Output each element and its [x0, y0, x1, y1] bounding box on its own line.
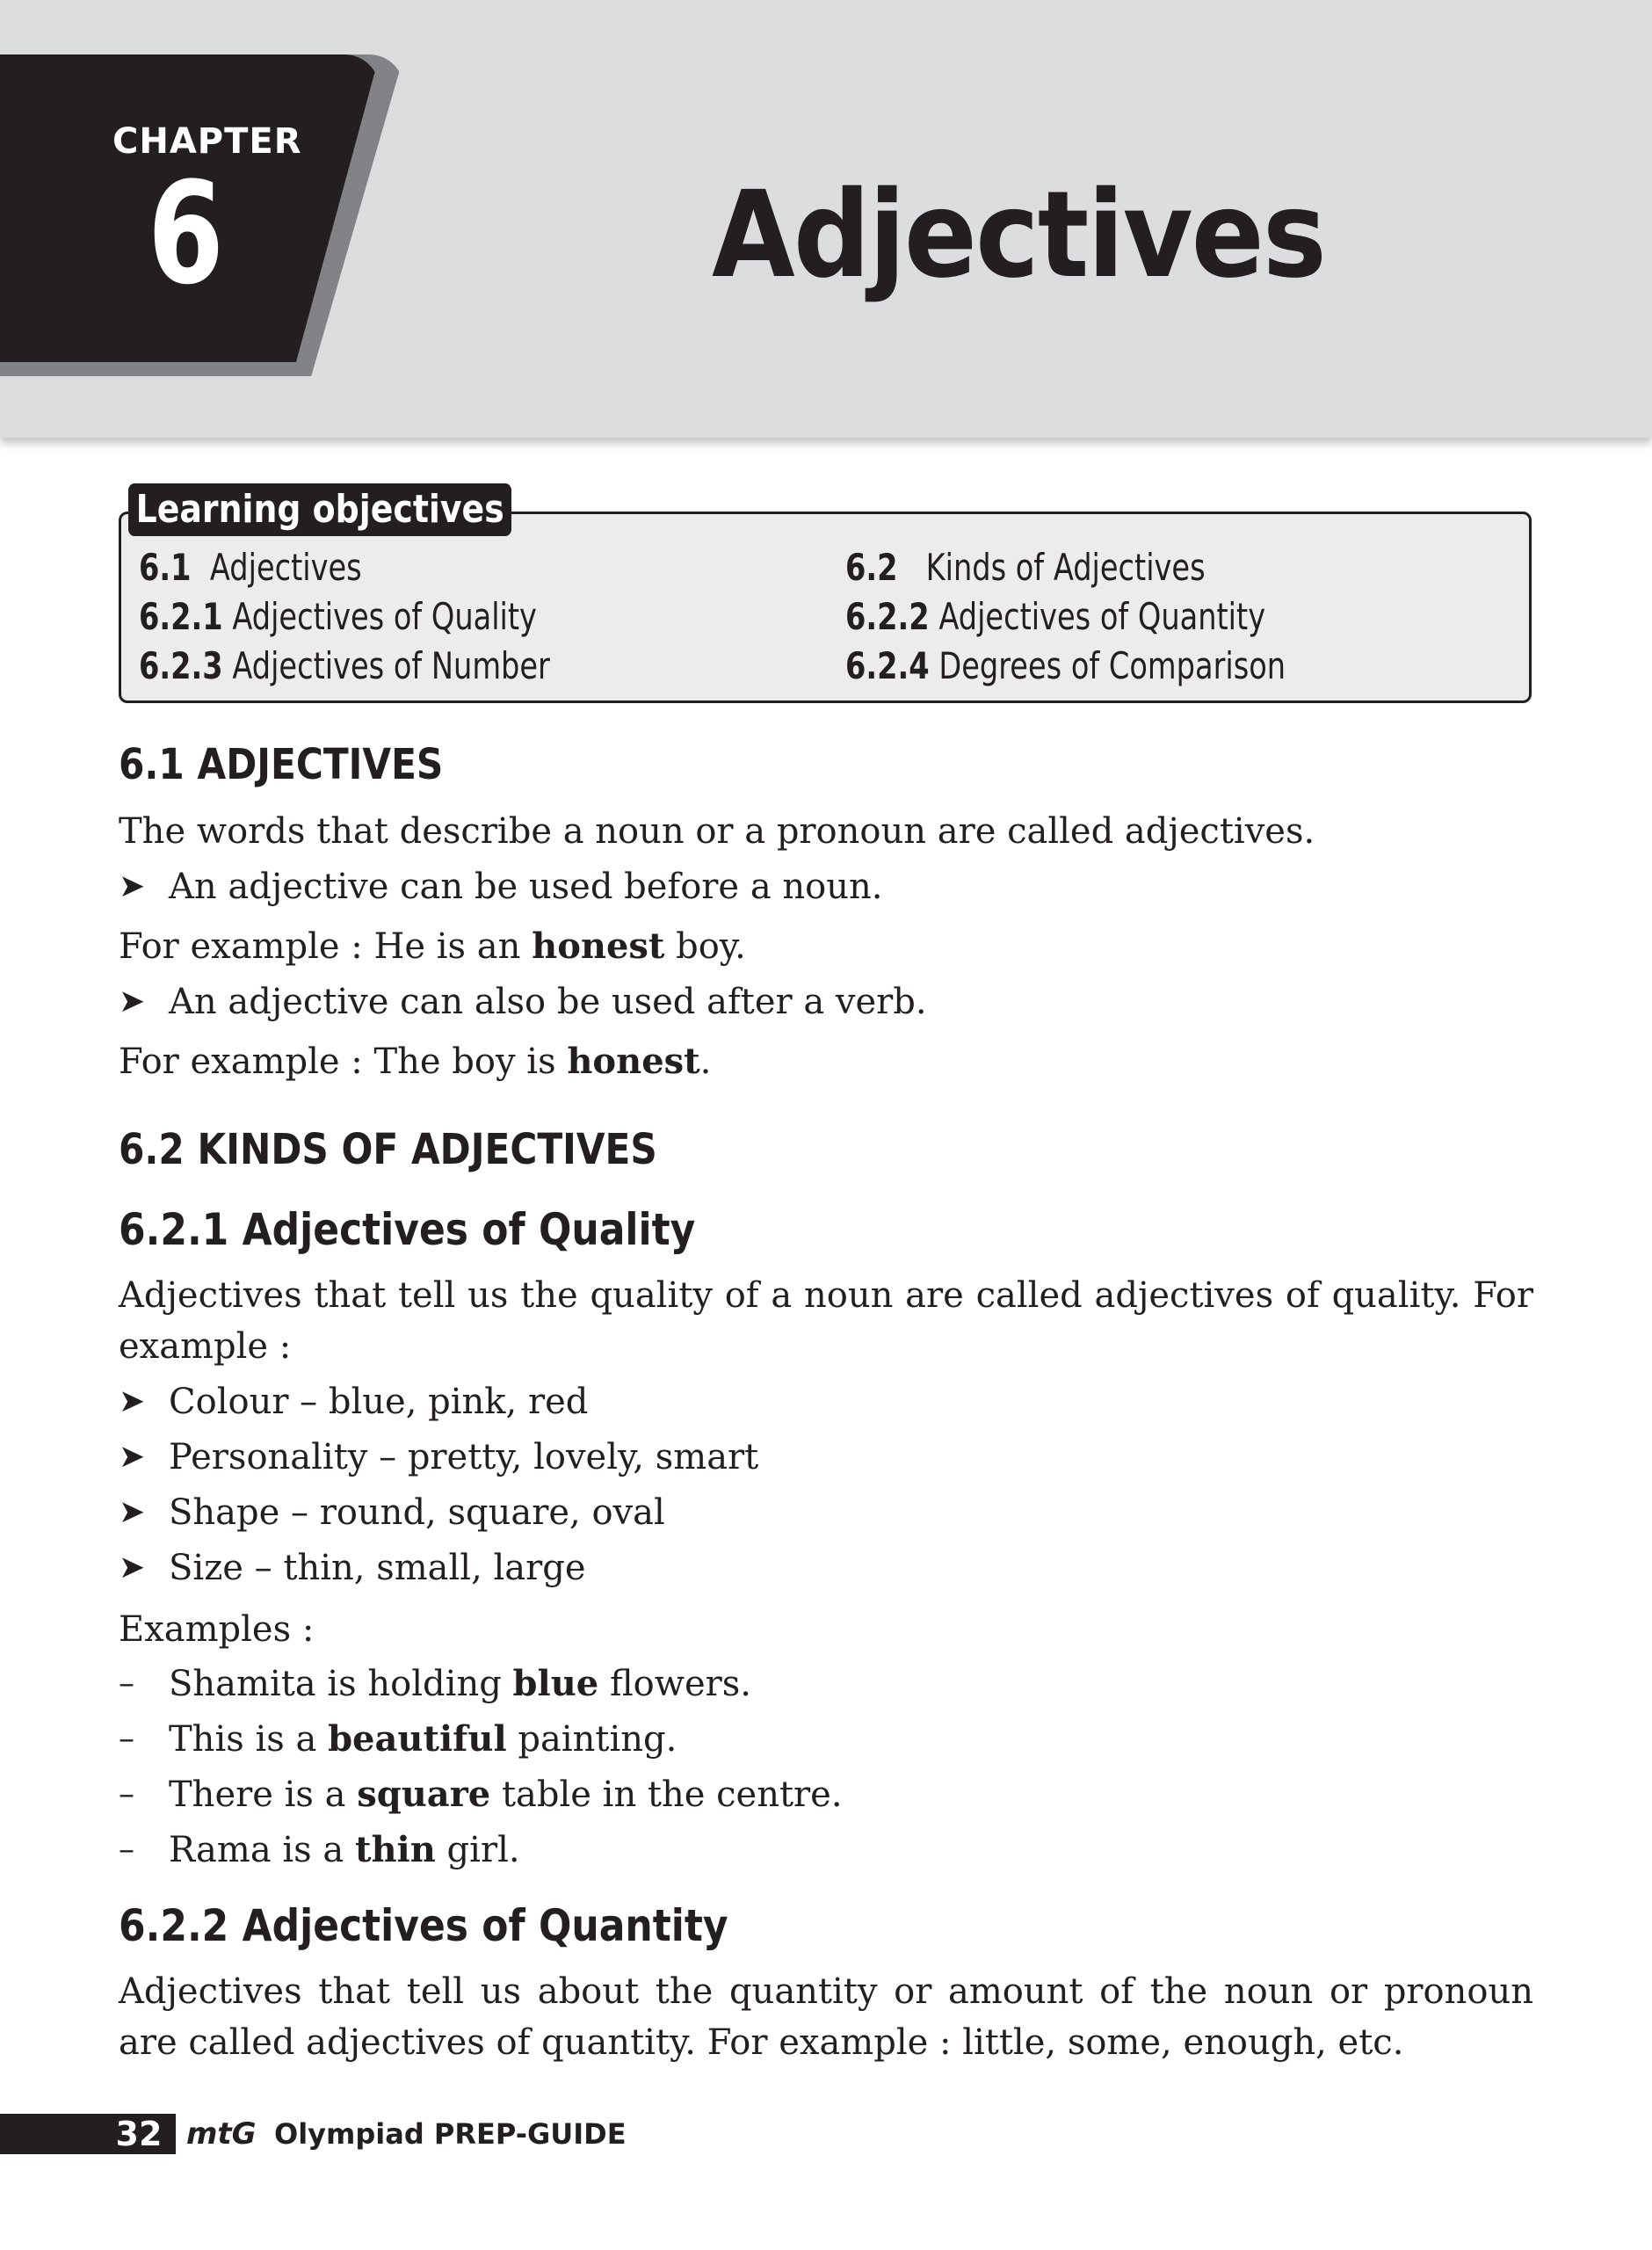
example-item: This is a beautiful painting. — [169, 1718, 677, 1760]
highlighted-adjective: square — [357, 1774, 491, 1815]
bullet-arrow-icon: ➤ — [119, 983, 146, 1020]
bullet-item: Colour – blue, pink, red — [169, 1382, 589, 1422]
page-title: Adjectives — [712, 166, 1325, 305]
objective-item — [139, 543, 362, 592]
objective-item — [139, 642, 550, 691]
bullet-item: Size – thin, small, large — [169, 1548, 586, 1588]
objective-number: 6.2.3 — [139, 644, 223, 687]
dash-marker: – — [119, 1666, 134, 1702]
bullet-item: An adjective can be used before a noun. — [169, 867, 883, 907]
highlighted-adjective: honest — [567, 1041, 700, 1082]
objective-text: Kinds of Adjectives — [925, 546, 1206, 589]
objective-item — [845, 592, 1265, 642]
section-heading-kinds: 6.2 KINDS OF ADJECTIVES — [119, 1125, 657, 1174]
subsection-heading-quality: 6.2.1 Adjectives of Quality — [119, 1204, 696, 1255]
example-line: For example : He is an honest boy. — [119, 925, 746, 967]
bullet-arrow-icon: ➤ — [119, 868, 146, 904]
objective-text: Adjectives of Quantity — [938, 595, 1266, 638]
objective-number: 6.2.2 — [845, 595, 930, 638]
objective-text: Adjectives of Number — [232, 644, 550, 687]
subsection-heading-quantity: 6.2.2 Adjectives of Quantity — [119, 1900, 728, 1951]
bullet-arrow-icon: ➤ — [119, 1550, 146, 1586]
learning-objectives-label: Learning objectives — [128, 483, 511, 536]
bullet-arrow-icon: ➤ — [119, 1439, 146, 1475]
dash-marker: – — [119, 1721, 134, 1757]
highlighted-adjective: honest — [532, 925, 665, 967]
definition-text: Adjectives that tell us the quality of a noun are called adjectives of quality. For example : — [119, 1275, 1533, 1367]
page-number: 32 — [115, 2115, 163, 2153]
highlighted-adjective: beautiful — [328, 1718, 507, 1760]
example-line: For example : The boy is honest. — [119, 1041, 712, 1082]
example-item: Rama is a thin girl. — [169, 1829, 520, 1870]
highlighted-adjective: blue — [512, 1663, 599, 1704]
objective-number: 6.2 — [845, 546, 898, 589]
objective-text: Degrees of Comparison — [938, 644, 1286, 687]
bullet-item: Personality – pretty, lovely, smart — [169, 1437, 759, 1477]
example-item: Shamita is holding blue flowers. — [169, 1663, 751, 1704]
definition-text: The words that describe a noun or a pronoun are called adjectives. — [119, 811, 1315, 852]
chapter-label: CHAPTER — [112, 121, 302, 162]
objective-item — [845, 642, 1286, 691]
objective-number: 6.2.4 — [845, 644, 930, 687]
dash-marker: – — [119, 1832, 134, 1868]
dash-marker: – — [119, 1776, 134, 1812]
objective-text: Adjectives — [209, 546, 362, 589]
section-heading-adjectives: 6.1 ADJECTIVES — [119, 740, 444, 789]
objective-number: 6.1 — [139, 546, 192, 589]
objective-item — [139, 592, 537, 642]
bullet-item: Shape – round, square, oval — [169, 1492, 665, 1533]
footer-title: Olympiad PREP-GUIDE — [274, 2117, 627, 2151]
bullet-arrow-icon: ➤ — [119, 1494, 146, 1530]
objective-text: Adjectives of Quality — [232, 595, 537, 638]
example-item: There is a square table in the centre. — [169, 1774, 843, 1815]
bullet-item: An adjective can also be used after a verb. — [169, 982, 927, 1022]
objective-number: 6.2.1 — [139, 595, 223, 638]
highlighted-adjective: thin — [354, 1829, 436, 1870]
objective-item — [845, 543, 1206, 592]
chapter-number: 6 — [148, 151, 224, 316]
bullet-arrow-icon: ➤ — [119, 1383, 146, 1419]
mtg-logo: mtG — [186, 2116, 257, 2152]
definition-text: Adjectives that tell us about the quantity or amount of the noun or pronoun are called adjectives of quantity. For example : little, some, enough, etc. — [119, 1971, 1533, 2063]
examples-label: Examples : — [119, 1609, 315, 1650]
